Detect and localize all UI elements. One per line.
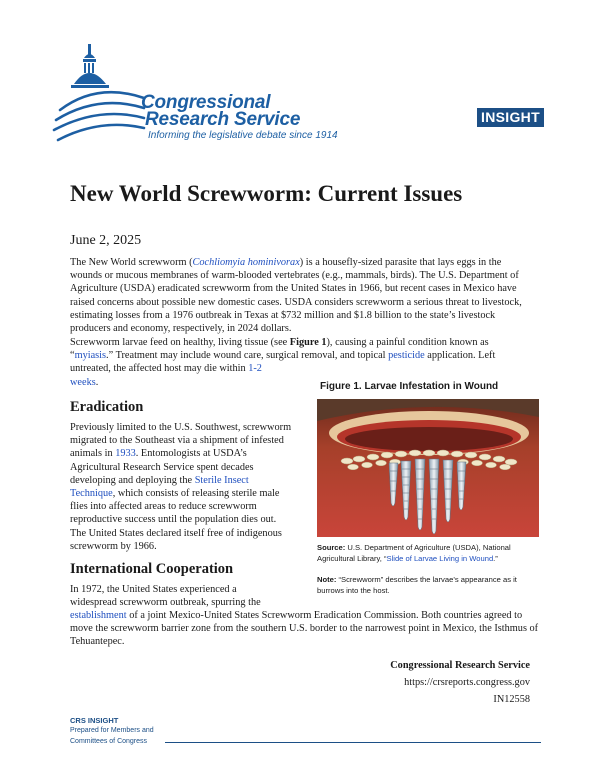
text-run: .” (493, 553, 498, 563)
report-id: IN12558 (493, 694, 530, 705)
figure-title: Figure 1. Larvae Infestation in Wound (320, 381, 499, 392)
establishment-link[interactable]: establishment (70, 610, 127, 621)
heading-international-cooperation: International Cooperation (70, 561, 234, 577)
insight-badge: INSIGHT (477, 108, 544, 127)
pesticide-link[interactable]: pesticide (388, 350, 425, 362)
text-run: Previously limited to the U.S. Southwest, screwworm migrated to the Southeast via a shipment of infested animals in (70, 422, 292, 460)
heading-eradication: Eradication (70, 399, 144, 415)
text-run: .” Treatment may include wound care, surgical removal, and topical (106, 350, 389, 362)
publication-date: June 2, 2025 (70, 233, 142, 248)
figure-source (317, 543, 542, 564)
sterile-insect-technique-link[interactable]: Sterile Insect Technique (70, 474, 249, 500)
logo-line-congressional: Congressional (141, 92, 271, 113)
eradication-paragraph (70, 421, 292, 553)
text-run: U.S. Department of Agriculture (USDA), National Agricultural Library, “ (317, 543, 511, 563)
prepared-for-line1: Prepared for Members and (70, 727, 154, 734)
logo-tagline: Informing the legislative debate since 1914 (148, 130, 338, 141)
slide-source-link[interactable]: Slide of Larvae Living in Wound (386, 553, 494, 563)
page-title: New World Screwworm: Current Issues (70, 181, 463, 206)
prepared-for-line2: Committees of Congress (70, 738, 148, 745)
text-run: , which consists of releasing sterile male flies into affected areas to reduce screwworm reproductive success until the population dies out. The United States declared itself free of indigenous screwworm by 1966. (70, 488, 282, 552)
text-run: Screwworm larvae feed on healthy, living tissue (see (70, 337, 290, 348)
international-paragraph-start: In 1972, the United States experienced a widespread screwworm outbreak, spurring the (70, 584, 261, 609)
weeks-link-part1[interactable]: 1-2 (248, 363, 262, 375)
text-run: “Screwworm” describes the larvae’s appearance as it burrows into the host. (317, 575, 517, 595)
footer-organization: Congressional Research Service (390, 660, 530, 671)
text-run: . Entomologists at USDA’s Agricultural Research Service spent decades developing and deploying the (70, 448, 254, 486)
text-run: ), causing a painful condition known as “ (70, 337, 489, 362)
text-run: of a joint Mexico-United States Screwworm Eradication Commission. Both countries agreed to move the screwworm barrier zone from the southern U.S. border to the narrowest point in Mexico, the Isthmus of Tehuantepec. (70, 610, 539, 648)
year-1933-link[interactable]: 1933 (115, 448, 136, 460)
figure-note (317, 575, 542, 596)
capitol-dome-logo-icon (52, 42, 148, 144)
weeks-link-part2[interactable]: weeks (70, 376, 96, 388)
species-link[interactable]: Cochliomyia hominivorax (192, 257, 300, 268)
logo-line-research-service: Research Service (145, 109, 301, 130)
note-label: Note: (317, 575, 337, 584)
international-paragraph-rest (70, 609, 540, 649)
larvae-wound-illustration (317, 399, 539, 537)
footer-divider (165, 742, 541, 743)
larvae-illustration-svg (317, 399, 539, 537)
text-run: The New World screwworm ( (70, 257, 193, 268)
text-run: ) is a housefly-sized parasite that lays eggs in the wounds or mucous membranes of warm-blooded vertebrates (e.g., mammals, birds). The U.S. Department of Agriculture (USDA) eradicated screwworm from the United States in 1966, but recent cases in Mexico have raised concerns about possible new domestic cases. USDA considers screwworm a serious threat to livestock, estimating losses from a 1976 outbreak in Texas at $732 million and $1.8 billion to the state’s livestock producers and economy, respectively, in 2024 dollars. (70, 257, 522, 335)
source-label: Source: (317, 543, 346, 552)
text-run: . (95, 376, 99, 388)
intro-paragraph (70, 256, 530, 335)
crs-insight-label: CRS INSIGHT (70, 716, 119, 725)
myiasis-link[interactable]: myiasis (74, 350, 107, 362)
figure-reference: Figure 1 (289, 337, 327, 348)
footer-url[interactable]: https://crsreports.congress.gov (404, 677, 530, 688)
text-run: application. Left untreated, the affected host may die within (70, 350, 496, 375)
